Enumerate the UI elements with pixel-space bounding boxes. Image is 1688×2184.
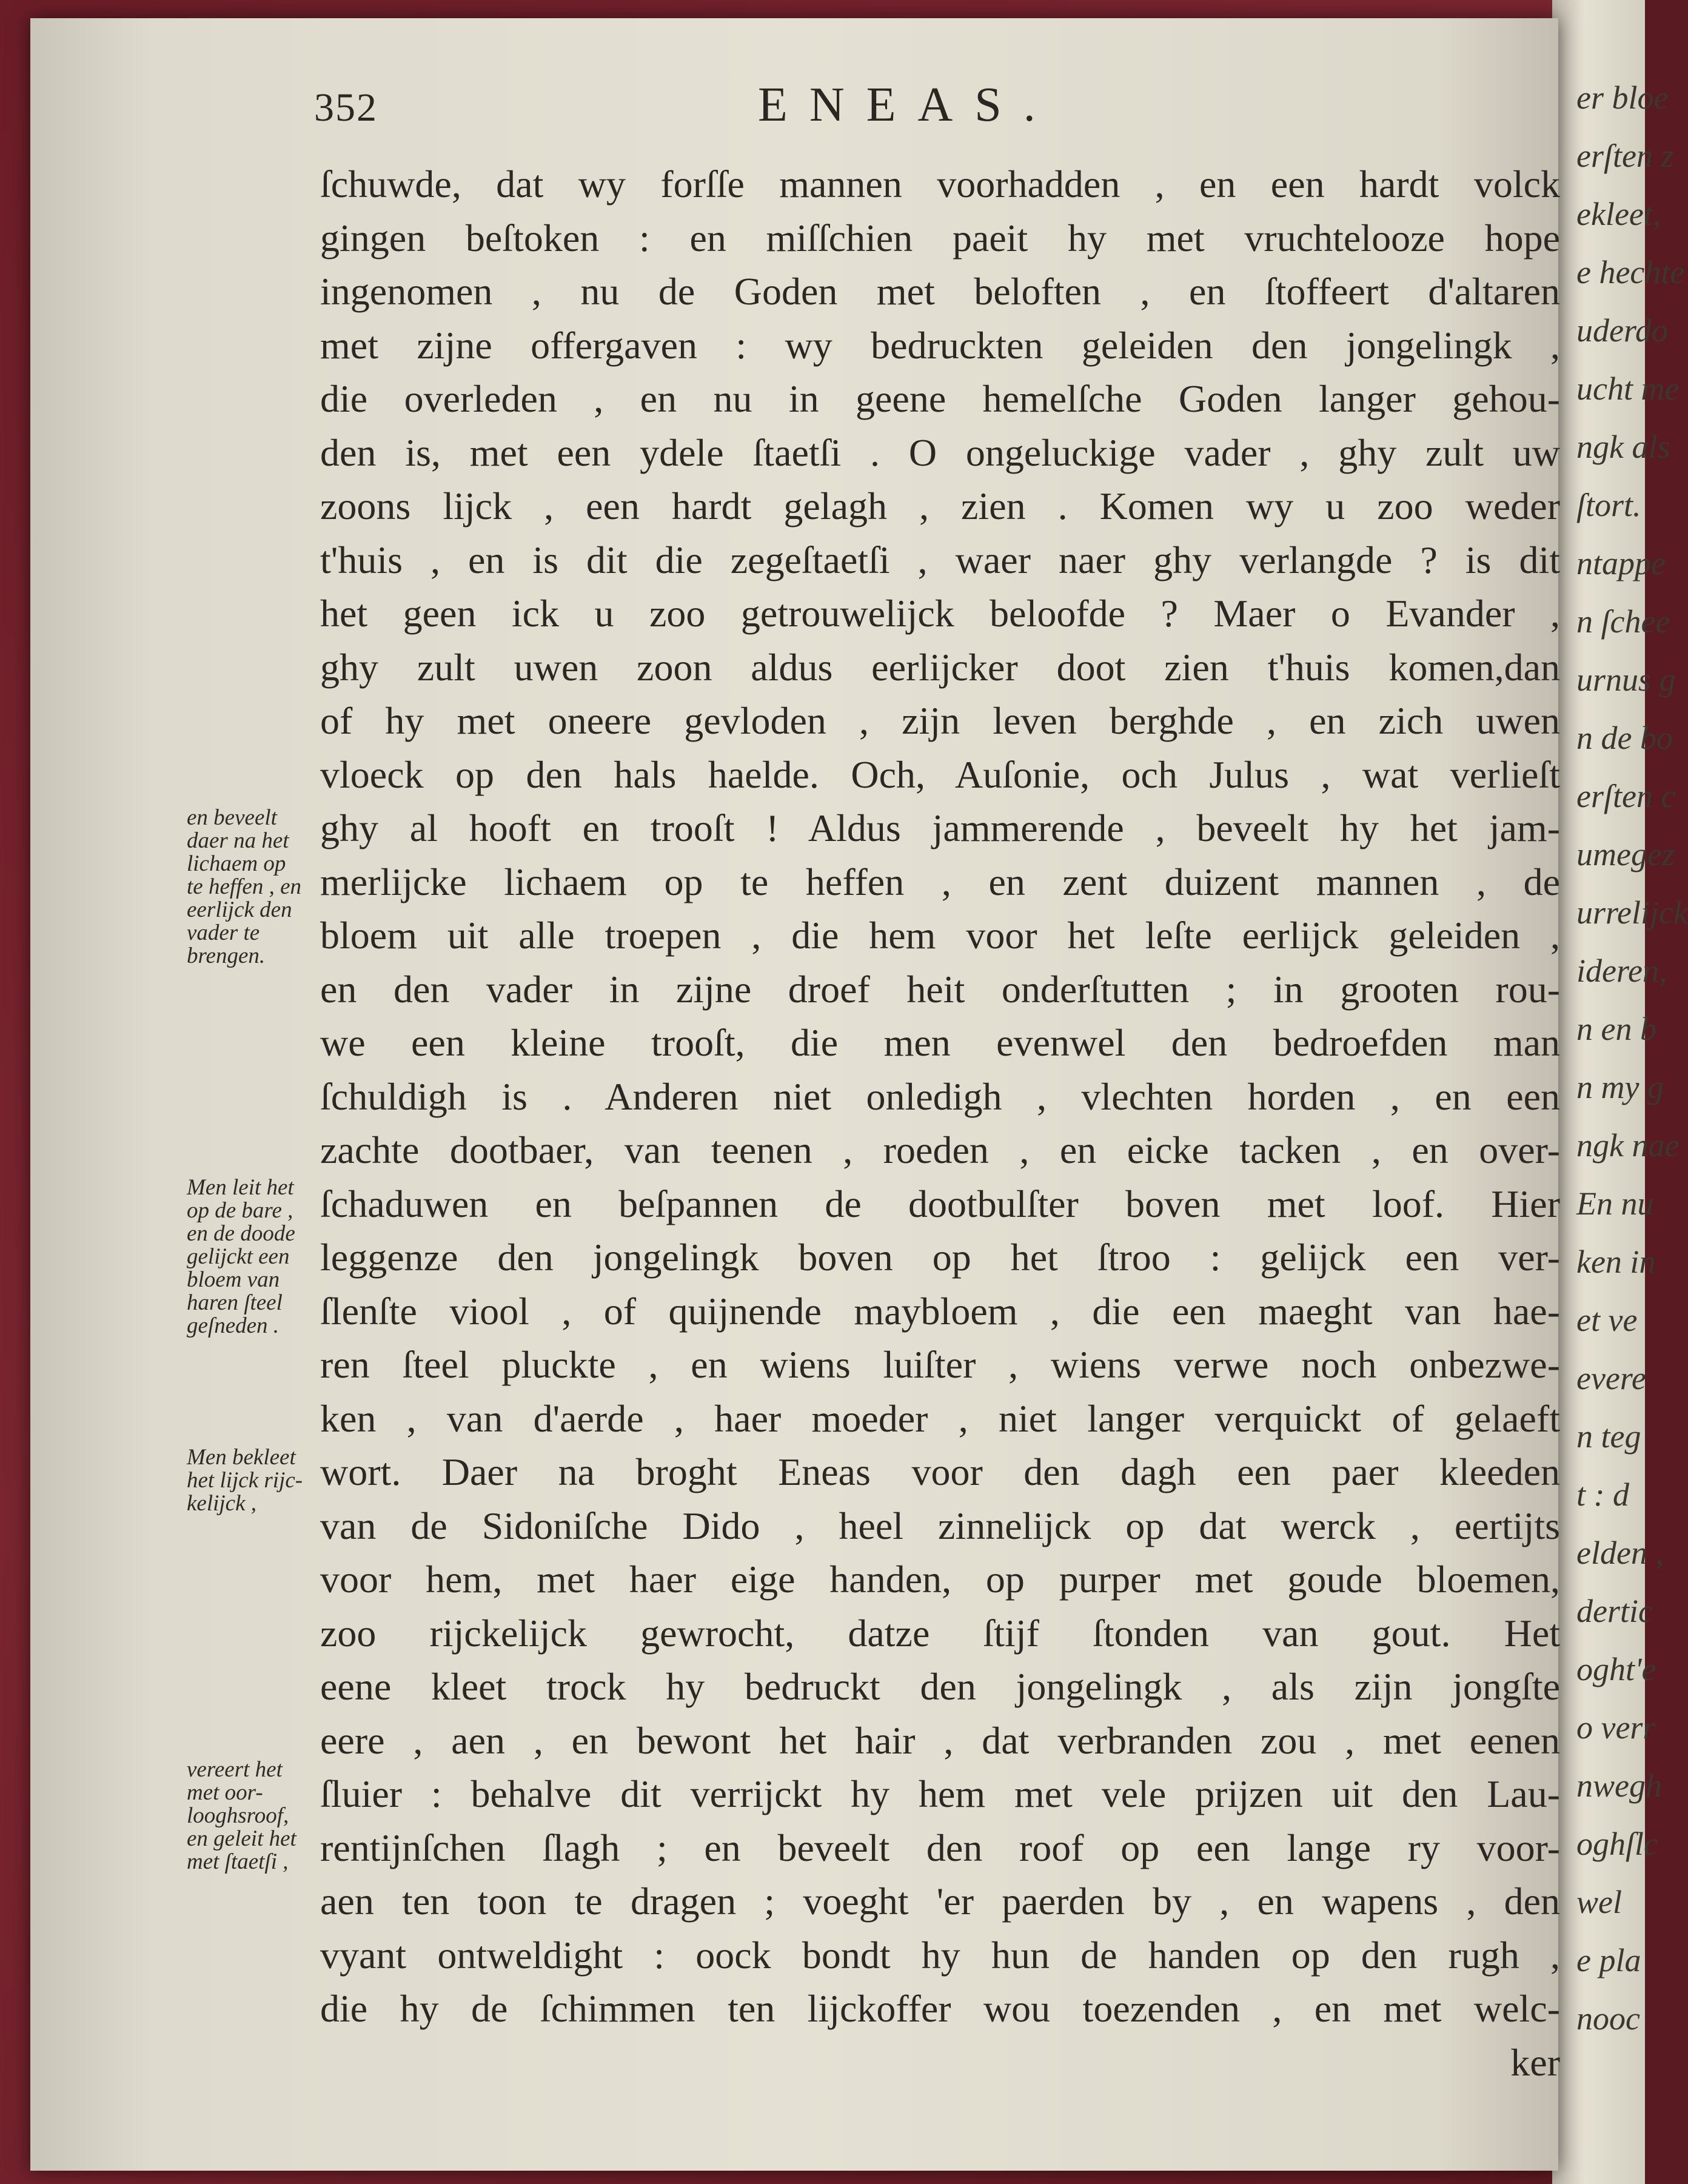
margin-note-line: lichaem op [187,851,286,876]
margin-note-line: en de doode [187,1221,295,1246]
margin-note [187,1758,387,1874]
facing-page-fragment: erſten z [1576,138,1674,174]
text-line: voor hem, met haer eige handen, op purper met goude bloemen, [320,1558,1560,1601]
margin-note-line: en geleit het [187,1826,296,1851]
margin-note [187,806,387,968]
text-line: zoo rijckelijck gewrocht, datze ſtijf ſtonden van gout. Het [320,1611,1560,1655]
facing-page-fragment: uderdo [1576,312,1668,349]
margin-note-line: geſneden . [187,1313,280,1338]
facing-page-fragment: ideren, [1576,953,1667,989]
facing-page-fragment: oghſlc [1576,1826,1658,1862]
margin-note-line: het lijck rijc- [187,1468,303,1493]
facing-page-fragment: t : d [1576,1476,1629,1513]
facing-page-fragment: dertic [1576,1593,1653,1629]
text-line: eere , aen , en bewont het hair , dat verbranden zou , met eenen [320,1718,1560,1762]
facing-page-edge [1552,0,1688,2184]
text-line: van de Sidoniſche Dido , heel zinnelijck op dat werck , eertijts [320,1504,1560,1547]
text-line: ghy al hooft en trooſt ! Aldus jammerende , beveelt hy het jam- [320,806,1560,849]
running-head: ENEAS. [758,78,1057,132]
facing-page-fragment: ſtort. [1576,487,1641,523]
text-line: wort. Daer na broght Eneas voor den dagh een paer kleeden [320,1450,1560,1493]
margin-note-line: gelijckt een [187,1244,290,1269]
text-line: vloeck op den hals haelde. Och, Auſonie, och Julus , wat verlieſt [320,752,1560,796]
facing-page-fragment: o verr [1576,1709,1656,1746]
facing-page-fragment: evere [1576,1360,1646,1396]
margin-note-line: daer na het [187,828,289,853]
book-page [30,18,1558,2171]
text-line: die hy de ſchimmen ten lijckoffer wou toezenden , en met welc- [320,1987,1560,2030]
margin-note-line: eerlijck den [187,897,292,922]
text-line: bloem uit alle troepen , die hem voor het leſte eerlijck geleiden , [320,914,1560,957]
text-line: zachte dootbaer, van teenen , roeden , en eicke tacken , en over- [320,1128,1560,1171]
text-line: ſchaduwen en beſpannen de dootbulſter boven met loof. Hier [320,1182,1560,1225]
text-line: ſluier : behalve dit verrijckt hy hem met vele prijzen uit den Lau- [320,1772,1560,1815]
facing-page-fragment: e hechte [1576,254,1685,290]
facing-page-fragment: ntappe [1576,545,1666,581]
text-line: ghy zult uwen zoon aldus eerlijcker doot zien t'huis komen,dan [320,645,1560,689]
facing-page-fragment: En nu [1576,1185,1654,1222]
text-line: aen ten toon te dragen ; voeght 'er paerden by , en wapens , den [320,1880,1560,1923]
text-line: die overleden , en nu in geene hemelſche Goden langer gehou- [320,377,1560,420]
facing-page-fragment: ekleet, [1576,196,1661,232]
facing-page-fragment: nwegh [1576,1767,1662,1804]
margin-note-line: looghsroof, [187,1803,289,1828]
margin-note-line: Men bekleet [187,1445,296,1470]
text-line: we een kleine trooſt, die men evenwel den bedroefden man [320,1021,1560,1064]
facing-page-fragment: urnus g [1576,662,1676,698]
facing-page-fragment: n my g [1576,1069,1664,1105]
margin-note [187,1176,387,1338]
text-line: eene kleet trock hy bedruckt den jongelingk , als zijn jongſte [320,1665,1560,1708]
facing-page-fragment: urrelijck [1576,894,1688,931]
margin-note-line: bloem van [187,1267,280,1292]
text-line: rentijnſchen ſlagh ; en beveelt den roof op een lange ry voor- [320,1826,1560,1869]
margin-notes [30,18,1558,2171]
margin-note-line: met oor- [187,1780,263,1805]
margin-note-line: vereert het [187,1757,283,1782]
facing-page-fragment: ken in [1576,1244,1656,1280]
text-line: gingen beſtoken : en miſſchien paeit hy met vruchteloozе hope [320,216,1560,260]
margin-note-line: met ſtaetſi , [187,1849,289,1874]
facing-page-fragment: ngk als [1576,429,1670,465]
facing-page-fragment: nooc [1576,2000,1640,2037]
text-line: of hy met oneere gevloden , zijn leven berghde , en zich uwen [320,699,1560,742]
text-line: ſlenſte viool , of quijnende maybloem , die een maeght van hae- [320,1289,1560,1333]
text-line: den is, met een ydele ſtaetſi . O ongeluckige vader , ghy zult uw [320,430,1560,474]
margin-note-line: kelijck , [187,1491,257,1516]
text-line: met zijne offergaven : wy bedruckten geleiden den jongelingk , [320,323,1560,367]
facing-page-fragment: ngk nae [1576,1127,1680,1164]
text-line: ſchuwde, dat wy forſſe mannen voorhadden , en een hardt volck [320,162,1560,206]
text-line: en den vader in zijne droef heit onderſtutten ; in grooten rou- [320,967,1560,1011]
text-line: ken , van d'aerde , haer moeder , niet langer verquickt of gelaeft [320,1396,1560,1440]
facing-page-fragment: n teg [1576,1418,1641,1455]
facing-page-fragment: n de bo [1576,720,1673,756]
margin-note-line: op de bare , [187,1198,293,1223]
margin-note-line: brengen. [187,943,266,968]
margin-note [187,1446,387,1515]
facing-page-fragment: wel [1576,1884,1622,1920]
margin-note-line: te heffen , en [187,874,302,899]
facing-page-fragment: ucht me [1576,370,1680,407]
text-line: leggenze den jongelingk boven op het ſtroo : gelijck een ver- [320,1236,1560,1279]
text-line: ker [1510,2040,1560,2084]
margin-note-line: haren ſteel [187,1290,283,1315]
margin-note-line: en beveelt [187,805,277,830]
page-number: 352 [314,85,378,130]
text-line: ſchuldigh is . Anderen niet onledigh , vlechten horden , en een [320,1074,1560,1118]
text-line: ren ſteel pluckte , en wiens luiſter , wiens verwe noch onbezwe- [320,1343,1560,1386]
facing-page-fragment: oght'e [1576,1651,1656,1687]
text-line: t'huis , en is dit die zegeſtaetſi , waer naer ghy verlangde ? is dit [320,538,1560,581]
facing-page-fragment: n en b [1576,1011,1656,1047]
text-line: het geen ick u zoo getrouwelijck beloofde ? Maer o Evander , [320,592,1560,635]
text-line: vyant ontweldight : oock bondt hy hun de handen op den rugh , [320,1933,1560,1977]
margin-note-line: Men leit het [187,1175,294,1200]
facing-page-fragment: et ve [1576,1302,1638,1338]
text-line: zoons lijck , een hardt gelagh , zien . Komen wy u zoo weder [320,484,1560,528]
facing-page-fragment: erſten c [1576,778,1676,814]
facing-page-fragment: er bloe [1576,79,1669,116]
margin-note-line: vader te [187,920,260,945]
text-line: merlijcke lichaem op te heffen , en zent duizent mannen , de [320,860,1560,903]
text-line: ingenomen , nu de Goden met beloften , en ſtoffeert d'altaren [320,270,1560,313]
facing-page-fragment: umegez [1576,836,1675,873]
facing-page-fragment: elden , [1576,1535,1664,1571]
facing-page-fragment: n ſchee [1576,603,1670,640]
facing-page-fragment: e pla [1576,1942,1641,1978]
